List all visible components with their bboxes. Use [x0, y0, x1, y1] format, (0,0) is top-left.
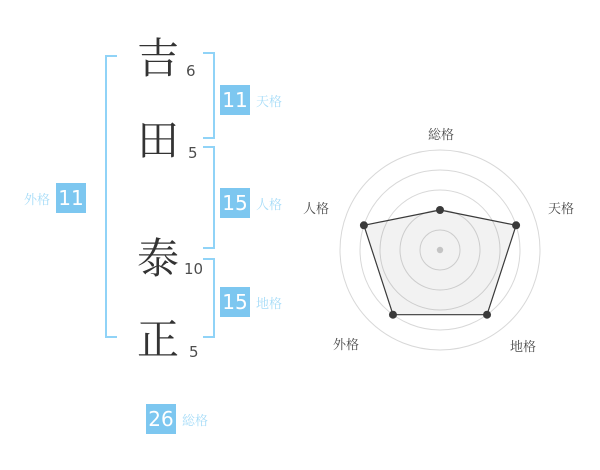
tenkaku-value: 11: [220, 85, 250, 115]
radar-axis-label-chikaku: 地格: [510, 340, 537, 355]
gaikaku-label: 外格: [24, 192, 51, 208]
radar-axis-label-jinkaku: 人格: [303, 202, 330, 217]
radar-data-polygon: [364, 210, 516, 315]
chikaku-value: 15: [220, 287, 250, 317]
soukaku-label: 総格: [182, 413, 209, 429]
surname-char-1: 吉: [136, 34, 179, 83]
radar-axis-label-gaikaku: 外格: [333, 338, 360, 353]
radar-axis-label-soukaku: 総格: [428, 128, 455, 143]
soukaku-badge: [146, 404, 208, 434]
chikaku-label: 地格: [256, 296, 283, 312]
tenkaku-label: 天格: [256, 94, 283, 110]
surname-char-2: 田: [136, 116, 179, 165]
gaikaku-badge: [24, 183, 86, 213]
soukaku-value: 26: [146, 404, 176, 434]
radar-vertex-dot: [512, 221, 520, 229]
tenkaku-badge: [220, 85, 282, 115]
radar-center-dot: [437, 247, 443, 253]
given-char-1: 泰: [136, 234, 179, 283]
jinkaku-label: 人格: [256, 197, 283, 213]
gaikaku-value: 11: [56, 183, 86, 213]
given-char-2-strokes: 5: [189, 343, 199, 361]
chikaku-badge: [220, 287, 282, 317]
jinkaku-badge: [220, 188, 282, 218]
given-char-2: 正: [136, 315, 179, 364]
radar-vertex-dot: [389, 311, 397, 319]
radar-vertex-dot: [436, 206, 444, 214]
jinkaku-bracket: [203, 146, 215, 249]
surname-char-2-strokes: 5: [188, 144, 198, 162]
radar-vertex-dot: [483, 311, 491, 319]
chikaku-bracket: [203, 258, 215, 338]
radar-vertex-dot: [360, 221, 368, 229]
jinkaku-value: 15: [220, 188, 250, 218]
gaikaku-bracket: [105, 55, 117, 338]
tenkaku-bracket: [203, 52, 215, 139]
radar-axis-label-tenkaku: 天格: [548, 202, 575, 217]
surname-char-1-strokes: 6: [186, 62, 196, 80]
radar-chart: [290, 115, 590, 365]
given-char-1-strokes: 10: [184, 260, 204, 278]
